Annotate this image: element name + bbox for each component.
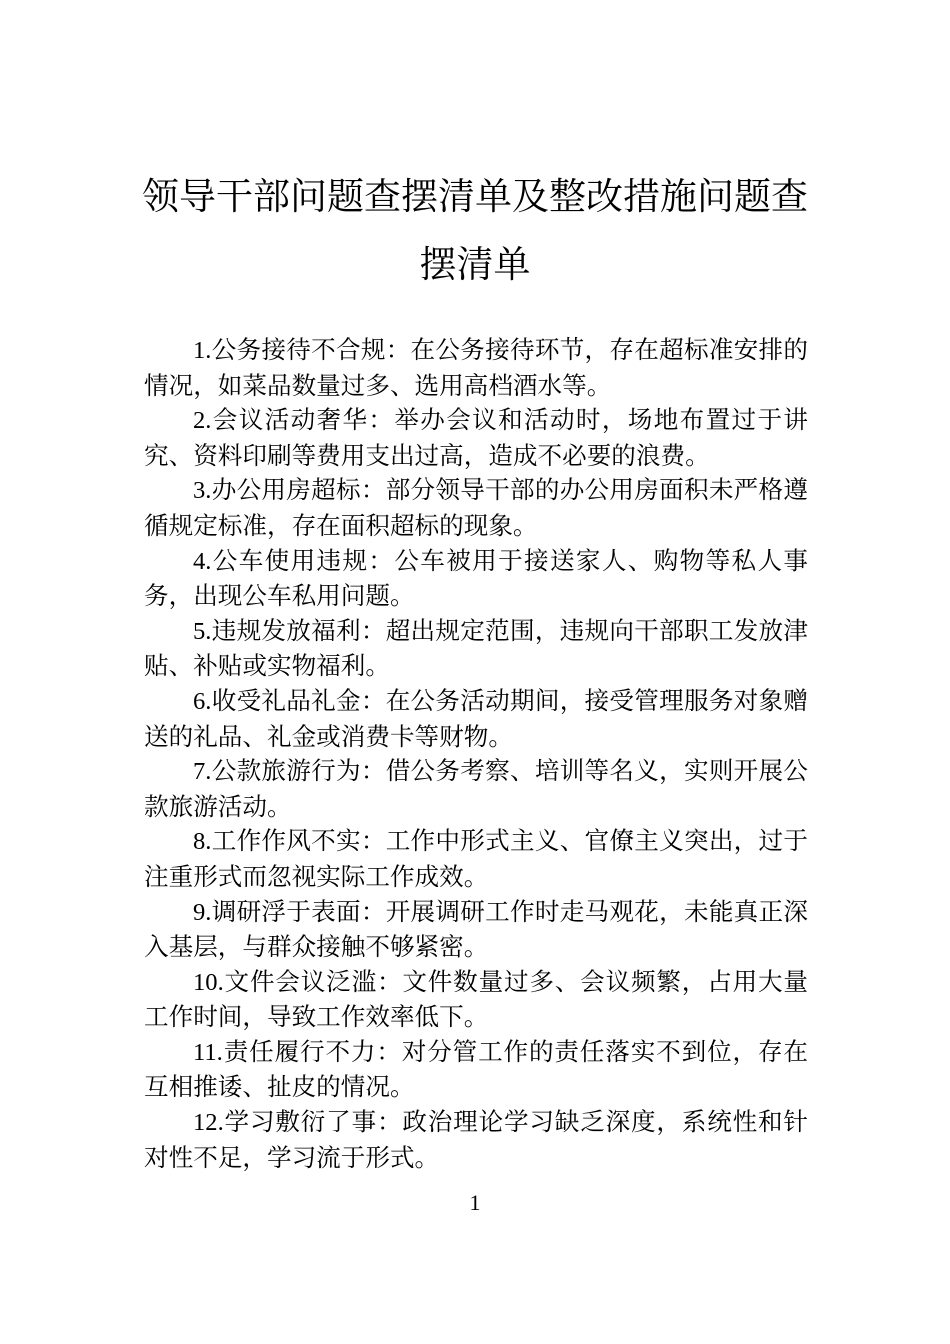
list-item [144, 1035, 808, 1105]
item-text: 工作作风不实：工作中形式主义、官僚主义突出，过于注重形式而忽视实际工作成效。 [144, 826, 808, 891]
item-number: 5. [193, 617, 212, 645]
item-number: 9. [193, 898, 212, 926]
list-item [144, 895, 808, 965]
item-number: 12. [193, 1109, 224, 1137]
item-number: 6. [193, 687, 212, 715]
item-number: 3. [193, 477, 212, 505]
list-item [144, 473, 808, 543]
list-item [144, 1105, 808, 1175]
item-text: 公款旅游行为：借公务考察、培训等名义，实则开展公款旅游活动。 [144, 756, 808, 821]
document-title-line-1: 领导干部问题查摆清单及整改措施问题查 [142, 175, 808, 218]
list-item [144, 544, 808, 614]
list-item [144, 684, 808, 754]
list-item [144, 754, 808, 824]
item-number: 7. [193, 758, 212, 786]
item-text: 调研浮于表面：开展调研工作时走马观花，未能真正深入基层，与群众接触不够紧密。 [144, 896, 808, 962]
item-number: 8. [193, 828, 212, 856]
item-text: 学习敷衍了事：政治理论学习缺乏深度，系统性和针对性不足，学习流于形式。 [144, 1107, 808, 1172]
item-text: 公车使用违规：公车被用于接送家人、购物等私人事务，出现公车私用问题。 [144, 545, 808, 611]
item-text: 会议活动奢华：举办会议和活动时，场地布置过于讲究、资料印刷等费用支出过高，造成不必要的浪费。 [144, 405, 808, 470]
item-number: 4. [193, 547, 212, 575]
item-text: 办公用房超标：部分领导干部的办公用房面积未严格遵循规定标准，存在面积超标的现象。 [144, 475, 808, 540]
list-item [144, 403, 808, 473]
item-number: 10. [193, 968, 224, 996]
item-text: 公务接待不合规：在公务接待环节，存在超标准安排的情况，如菜品数量过多、选用高档酒水等。 [144, 335, 808, 400]
list-item [144, 333, 808, 403]
item-number: 2. [193, 407, 212, 435]
document-title-line-2: 摆清单 [419, 243, 531, 286]
item-number: 11. [193, 1038, 223, 1066]
item-number: 1. [193, 337, 212, 364]
list-item [144, 614, 808, 684]
item-text: 收受礼品礼金：在公务活动期间，接受管理服务对象赠送的礼品、礼金或消费卡等财物。 [144, 685, 808, 751]
item-text: 文件会议泛滥：文件数量过多、会议频繁，占用大量工作时间，导致工作效率低下。 [144, 966, 808, 1032]
item-text: 违规发放福利：超出规定范围，违规向干部职工发放津贴、补贴或实物福利。 [144, 615, 808, 681]
list-item [144, 965, 808, 1035]
page-number: 1 [469, 1190, 481, 1215]
item-text: 责任履行不力：对分管工作的责任落实不到位，存在互相推诿、扯皮的情况。 [144, 1036, 808, 1102]
document-body [144, 333, 808, 1175]
list-item [144, 824, 808, 894]
